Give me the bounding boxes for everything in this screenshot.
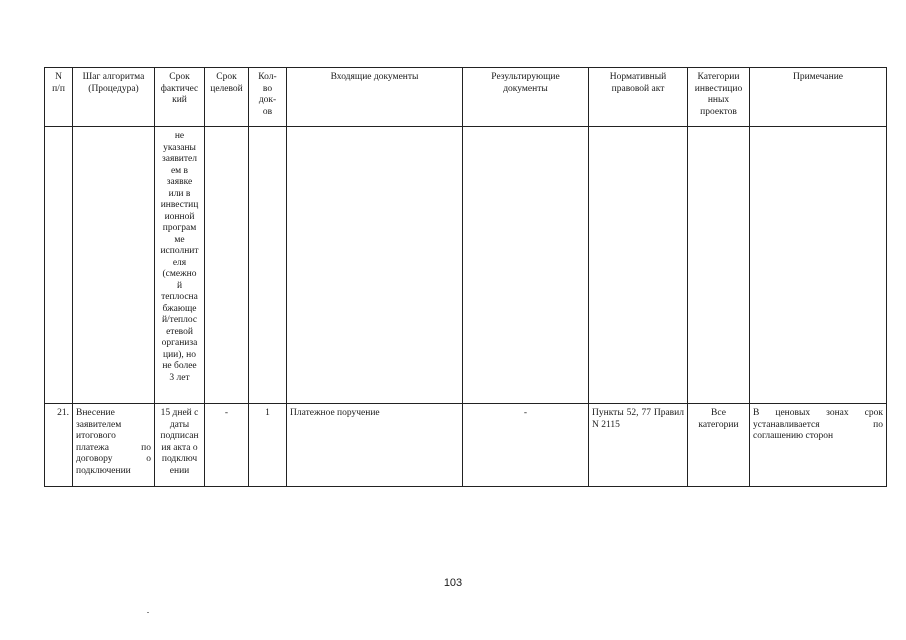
cell-num: 21.: [45, 404, 73, 487]
header-legal-act: Нормативный правовой акт: [589, 68, 688, 127]
cell-input-docs: [287, 127, 463, 404]
page-number: 103: [443, 577, 463, 589]
cell-target-term: [205, 127, 249, 404]
cell-doc-count: [249, 127, 287, 404]
header-note: Примечание: [750, 68, 887, 127]
cell-note: В ценовых зонах срок устанавливается по соглашению сторон: [750, 404, 887, 487]
cell-num: [45, 127, 73, 404]
scan-speck: [147, 612, 149, 613]
cell-doc-count: 1: [249, 404, 287, 487]
cell-legal-act: [589, 127, 688, 404]
cell-target-term: -: [205, 404, 249, 487]
cell-note: [750, 127, 887, 404]
cell-categories: Все категории: [688, 404, 750, 487]
table-row: [45, 127, 887, 404]
header-result-docs: Результирующие документы: [463, 68, 589, 127]
header-categories: Категории инвестицио нных проектов: [688, 68, 750, 127]
cell-step: [73, 127, 155, 404]
cell-actual-term: 15 дней с даты подписан ия акта о подключ ении: [155, 404, 205, 487]
header-actual-term: Срок фактичес кий: [155, 68, 205, 127]
cell-result-docs: [463, 127, 589, 404]
procedure-table: [44, 67, 887, 487]
cell-actual-term: не указаны заявител ем в заявке или в инвестиц ионной програм ме исполнит еля (смежно й теплосна бжающе й/теплос етевой организа ции), но не более 3 лет: [155, 127, 205, 404]
table-row: [45, 404, 887, 487]
cell-categories: [688, 127, 750, 404]
header-input-docs: Входящие документы: [287, 68, 463, 127]
cell-input-docs: Платежное поручение: [287, 404, 463, 487]
table-header-row: [45, 68, 887, 127]
header-step: Шаг алгоритма (Процедура): [73, 68, 155, 127]
cell-legal-act: Пункты 52, 77 Правил N 2115: [589, 404, 688, 487]
header-num: N п/п: [45, 68, 73, 127]
cell-result-docs: -: [463, 404, 589, 487]
header-target-term: Срок целевой: [205, 68, 249, 127]
cell-step: Внесение заявителем итогового платежа по договору о подключении: [73, 404, 155, 487]
header-doc-count: Кол- во док- ов: [249, 68, 287, 127]
